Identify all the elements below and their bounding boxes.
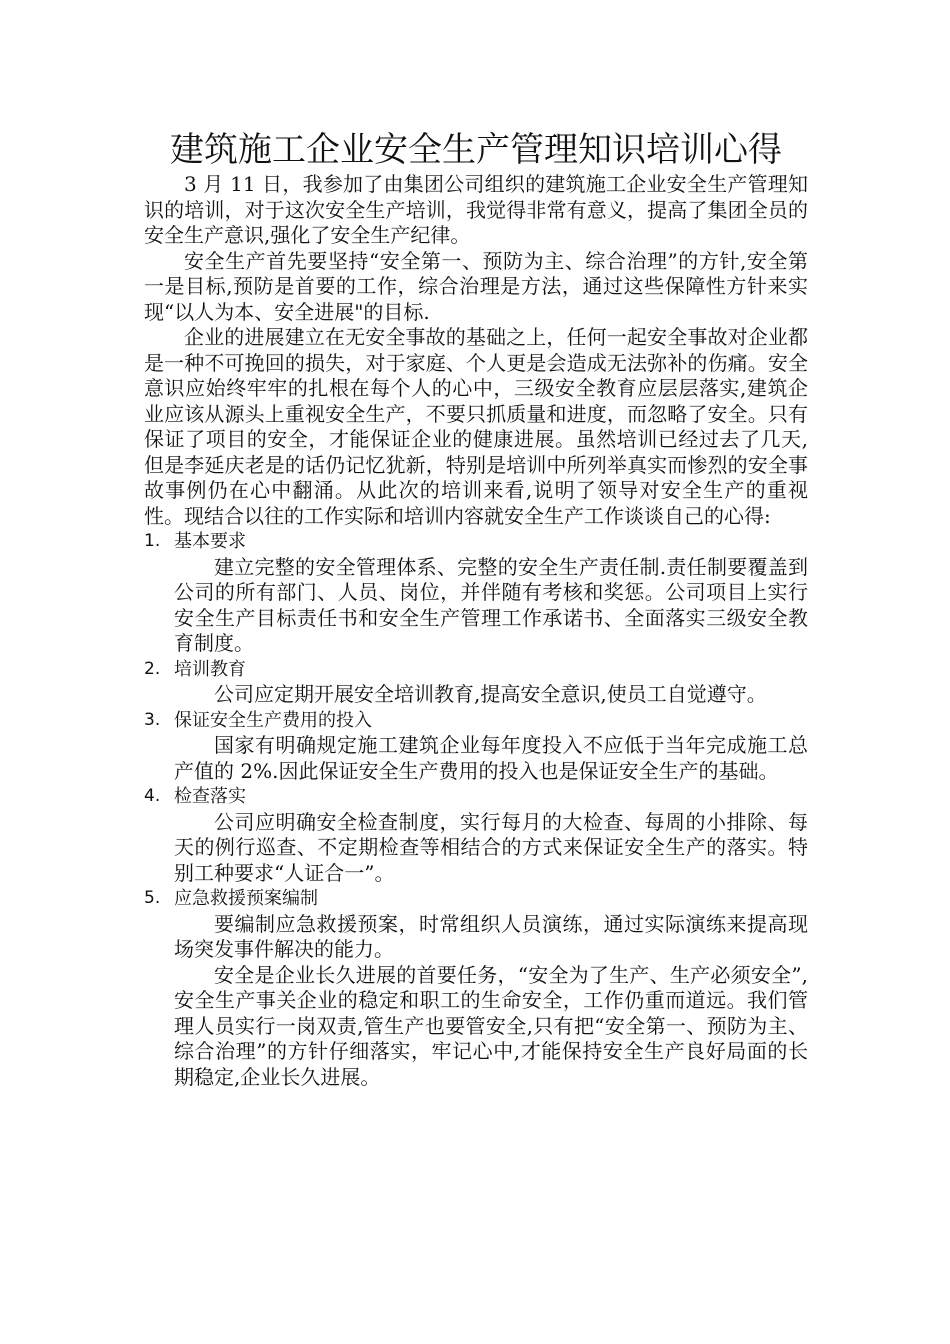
list-item-heading — [144, 529, 808, 555]
list-item-number: 1. — [144, 531, 161, 551]
list-item-heading-text: 检查落实 — [174, 786, 246, 807]
list-item-number: 3. — [144, 709, 161, 730]
policy-paragraph: 安全生产首先要坚持“安全第一、预防为主、综合治理”的方针,安全第一是目标,预防是首要的工作，综合治理是方法，通过这些保障性方针来实现“以人为本、安全进展"的目标. — [144, 248, 808, 324]
list-item-heading-text: 应急救援预案编制 — [174, 888, 318, 909]
document-content — [144, 128, 808, 1090]
reflection-paragraph: 企业的进展建立在无安全事故的基础之上，任何一起安全事故对企业都是一种不可挽回的损失，对于家庭、个人更是会造成无法弥补的伤痛。安全意识应始终牢牢的扎根在每个人的心中，三级安全教育应层层落实,建筑企业应该从源头上重视安全生产，不要只抓质量和进度，而忽略了安全。只有保证了项目的安全，才能保证企业的健康进展。虽然培训已经过去了几天,但是李延庆老是的话仍记忆犹新，特别是培训中所列举真实而惨烈的安全事故事例仍在心中翻涌。从此次的培训来看,说明了领导对安全生产的重视性。现结合以往的工作实际和培训内容就安全生产工作谈谈自己的心得: — [144, 325, 808, 528]
closing-paragraph: 安全是企业长久进展的首要任务，“安全为了生产、生产必须安全”,安全生产事关企业的稳定和职工的生命安全，工作仍重而道远。我们管理人员实行一岗双责,管生产也要管安全,只有把“安全第一、预防为主、综合治理”的方针仔细落实，牢记心中,才能保持安全生产良好局面的长期稳定,企业长久进展。 — [174, 962, 808, 1089]
list-item-heading — [144, 657, 808, 683]
list-item-heading — [144, 784, 808, 810]
list-item — [144, 529, 808, 657]
intro-paragraph: 3 月 11 日，我参加了由集团公司组织的建筑施工企业安全生产管理知识的培训，对于这次安全生产培训，我觉得非常有意义，提高了集团全员的安全生产意识,强化了安全生产纪律。 — [144, 172, 808, 247]
list-item-heading-text: 基本要求 — [174, 531, 246, 552]
numbered-list — [144, 529, 808, 963]
list-item-number: 5. — [144, 888, 161, 908]
list-item-heading-text: 培训教育 — [174, 658, 246, 680]
list-item-body: 公司应明确安全检查制度，实行每月的大检查、每周的小排除、每天的例行巡查、不定期检查等相结合的方式来保证安全生产的落实。特别工种要求“人证合一”。 — [174, 809, 808, 885]
list-item-number: 4. — [144, 786, 161, 806]
list-item — [144, 784, 808, 886]
list-item — [144, 886, 808, 963]
list-item-heading — [144, 708, 808, 734]
list-item — [144, 657, 808, 708]
list-item-heading-text: 保证安全生产费用的投入 — [174, 709, 372, 731]
list-item-body: 要编制应急救援预案，时常组织人员演练，通过实际演练来提高现场突发事件解决的能力。 — [174, 911, 808, 961]
list-item-heading — [144, 886, 808, 912]
list-item-body: 建立完整的安全管理体系、完整的安全生产责任制.责任制要覆盖到公司的所有部门、人员、岗位，并伴随有考核和奖惩。公司项目上实行安全生产目标责任书和安全生产管理工作承诺书、全面落实三级安全教育制度。 — [174, 554, 808, 655]
list-item-number: 2. — [144, 658, 161, 679]
list-item-body: 国家有明确规定施工建筑企业每年度投入不应低于当年完成施工总产值的 2%.因此保证安全生产费用的投入也是保证安全生产的基础。 — [174, 733, 808, 783]
list-item-body: 公司应定期开展安全培训教育,提高安全意识,使员工自觉遵守。 — [214, 682, 767, 706]
list-item — [144, 708, 808, 785]
document-title: 建筑施工企业安全生产管理知识培训心得 — [170, 130, 782, 170]
